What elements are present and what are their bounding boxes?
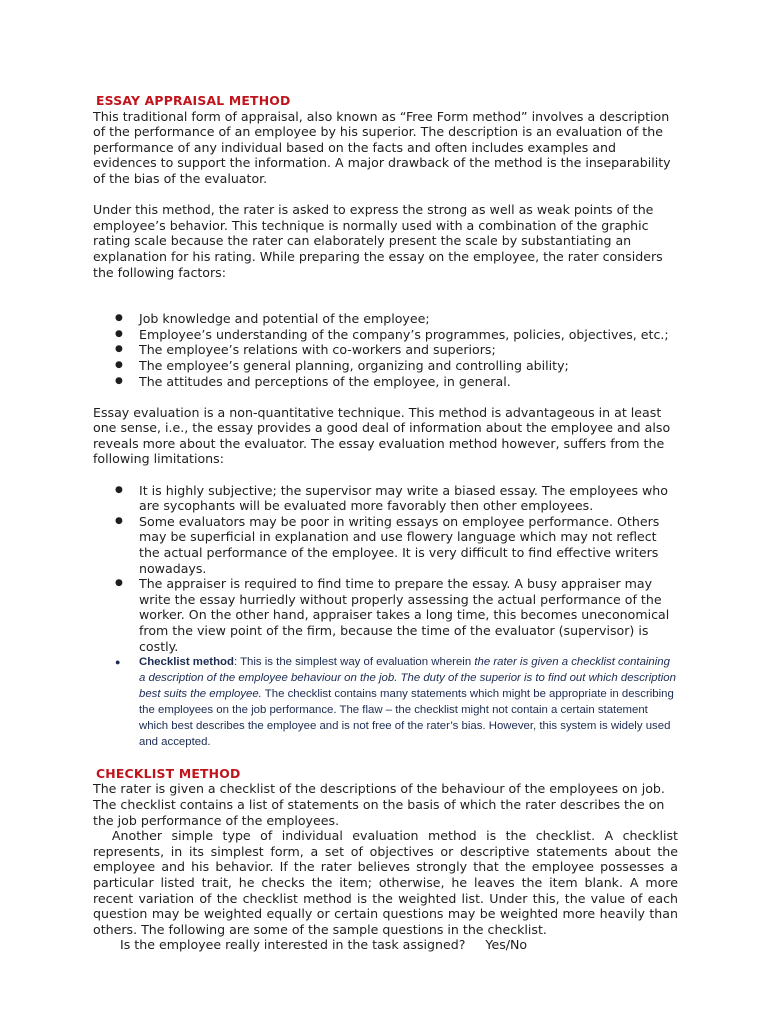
checklist-intro-paragraph: The rater is given a checklist of the descriptions of the behaviour of the employees on job. The checklist contains a list of statements on the basis of which the rater describes the on the job performance of the employees. <box>93 781 665 828</box>
bullet-icon: ● <box>115 515 123 526</box>
essay-evaluation-paragraph: Essay evaluation is a non-quantitative technique. This method is advantageous in at least one sense, i.e., the essay provides a good deal of information about the employee and also reveals more about the evaluator. The essay evaluation method however, suffers from the following limitations: <box>93 404 671 467</box>
checklist-method-item: ● Checklist method: This is the simplest way of evaluation wherein the rater is given a checklist containing a description of the employee behaviour on the job. The duty of the superior is to find out which description best suits the employee. The checklist contains many statements which might be appropriate in describing the employees on the job performance. The flaw – the checklist might not contain a certain statement which best describes the employee and is not free of the rater’s bias. However, this system is widely used and accepted. <box>115 656 676 749</box>
bullet-icon: ● <box>115 328 123 339</box>
list-item: ● The attitudes and perceptions of the employee, in general. <box>115 373 511 389</box>
checklist-detail-paragraph: Another simple type of individual evaluation method is the checklist. A checklist represents, in its simplest form, a set of objectives or descriptive statements about the employee and his behavior. If the rater believes strongly that the employee possesses a particular listed trait, he checks the item; otherwise, he leaves the item blank. A more recent variation of the checklist method is the weighted list. Under this, the value of each question may be weighted equally or certain questions may be weighted more heavily than others. The following are some of the sample questions in the checklist. <box>93 828 683 937</box>
bullet-icon: ● <box>115 484 123 495</box>
bullet-icon: ● <box>115 359 123 370</box>
bullet-icon: ● <box>115 657 121 668</box>
checklist-method-heading: CHECKLIST METHOD <box>96 765 241 781</box>
list-item: ● The employee’s relations with co-workers and superiors; <box>115 342 496 358</box>
sample-question: Is the employee really interested in the task assigned? Yes/No <box>120 937 528 953</box>
essay-rater-paragraph: Under this method, the rater is asked to express the strong as well as weak points of the employee’s behavior. This technique is normally used with a combination of the graphic rating scale because the rater can elaborately present the scale by substantiating an explanation for his rating. While preparing the essay on the employee, the rater considers the following factors: <box>93 202 663 280</box>
checklist-method-label: Checklist method <box>139 656 234 669</box>
document-body <box>93 93 683 953</box>
list-item: ● The appraiser is required to find time to prepare the essay. A busy appraiser may write the essay hurriedly without properly assessing the actual performance of the worker. On the other hand, appraiser takes a long time, this becomes uneconomical from the view point of the firm, because the time of the evaluator (supervisor) is costly. <box>115 576 670 654</box>
list-item: ● Some evaluators may be poor in writing essays on employee performance. Others may be superficial in explanation and use flowery language which may not reflect the actual performance of the employee. It is very difficult to find effective writers nowadays. <box>115 513 660 576</box>
bullet-icon: ● <box>115 375 123 386</box>
list-item: ● The employee’s general planning, organizing and controlling ability; <box>115 357 569 373</box>
essay-limitations-list <box>93 483 678 751</box>
bullet-icon: ● <box>115 344 123 355</box>
essay-factors-list <box>93 311 678 389</box>
essay-intro-paragraph: This traditional form of appraisal, also known as “Free Form method” involves a description of the performance of an employee by his superior. The description is an evaluation of the performance of any individual based on the facts and often includes examples and evidences to support the information. A major drawback of the method is the inseparability of the bias of the evaluator. <box>93 108 671 186</box>
essay-method-heading: ESSAY APPRAISAL METHOD <box>96 93 291 108</box>
bullet-icon: ● <box>115 313 123 324</box>
list-item: ● Employee’s understanding of the company’s programmes, policies, objectives, etc.; <box>115 326 669 342</box>
list-item: ● It is highly subjective; the supervisor may write a biased essay. The employees who are sycophants will be evaluated more favorably then other employees. <box>115 482 668 514</box>
list-item: ● Job knowledge and potential of the employee; <box>115 311 430 327</box>
bullet-icon: ● <box>115 578 123 589</box>
